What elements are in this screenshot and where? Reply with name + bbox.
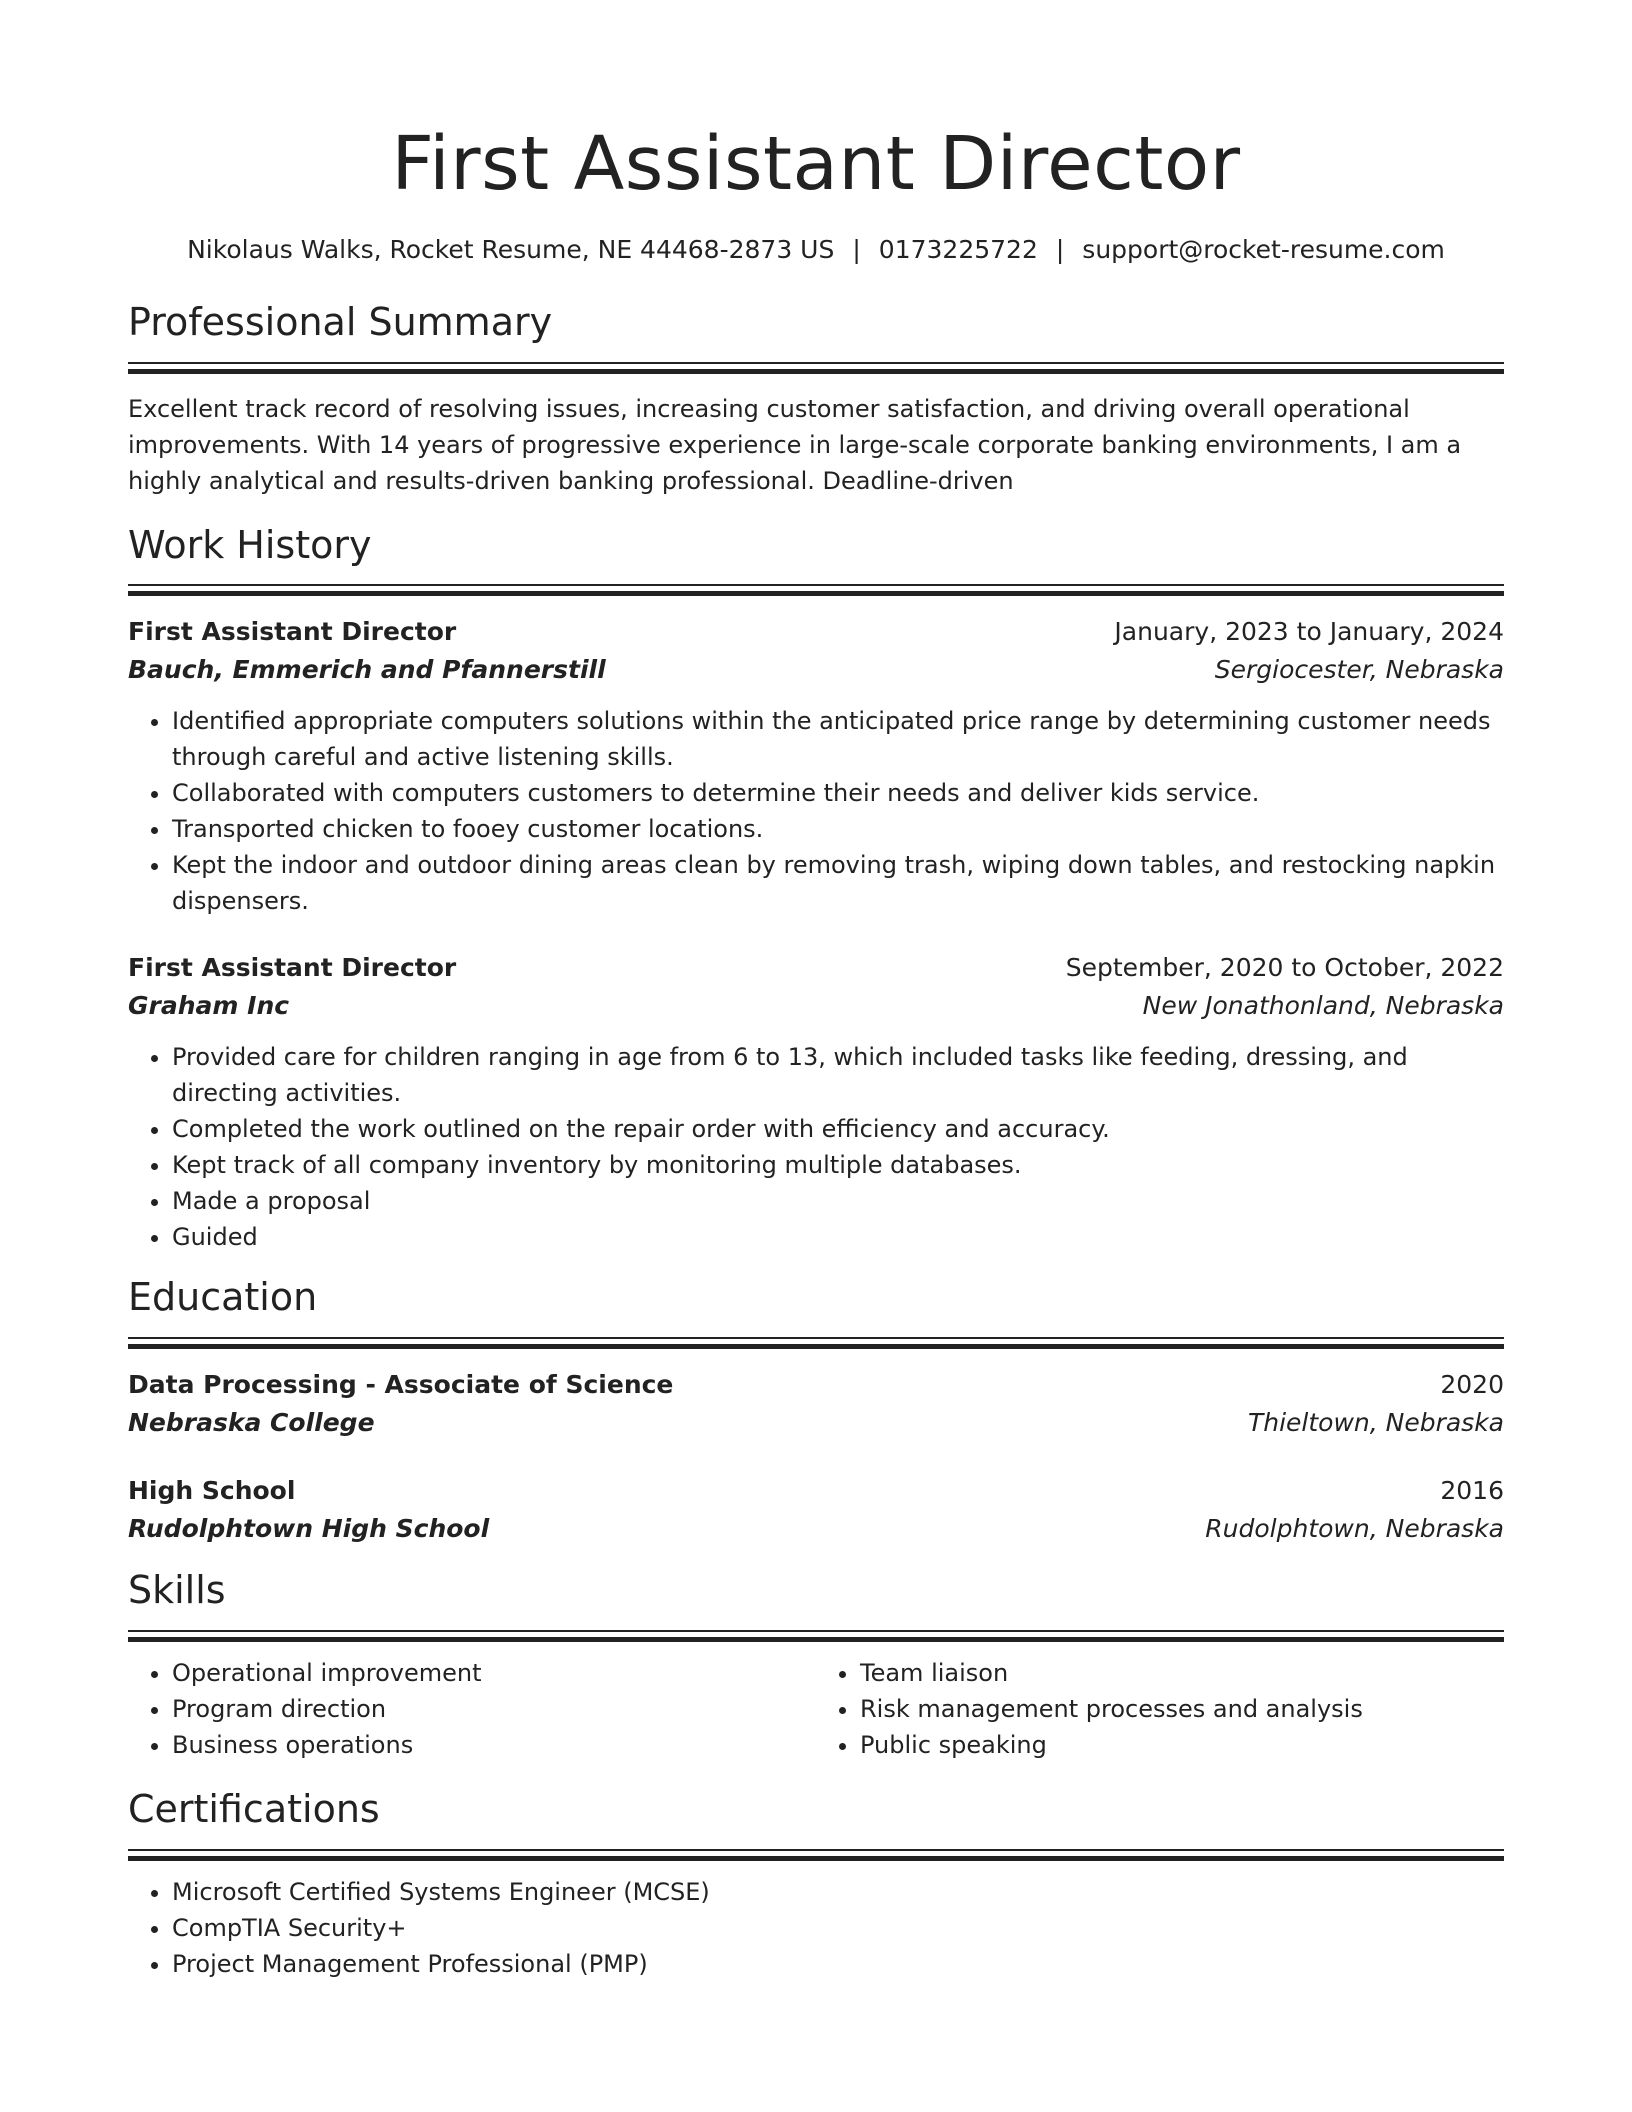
list-item: • Business operations [172,1727,816,1763]
contact-separator: | [852,234,861,264]
education-school: Rudolphtown High School [128,1514,490,1544]
education-header-row [128,1366,1504,1404]
list-item: • Made a proposal [172,1183,1504,1219]
list-item: • Microsoft Certified Systems Engineer (MCSE) [172,1874,1504,1910]
work-history-section [128,522,1504,1256]
job-title: First Assistant Director [128,953,457,983]
list-item: • Program direction [172,1691,816,1727]
education-location: Thieltown, Nebraska [1247,1408,1504,1438]
list-item: • Guided [172,1219,1504,1255]
list-item: • Team liaison [860,1655,1504,1691]
summary-section [128,299,1504,499]
summary-text: Excellent track record of resolving issues, increasing customer satisfaction, and driving overall operational improvements. With 14 years of progressive experience in large-scale corporate banking environments, I am a highly analytical and results-driven banking professional. Deadline-driven [128,394,1462,495]
job-dates: September, 2020 to October, 2022 [1065,953,1504,983]
job-bullets [128,703,1504,919]
job-company: Graham Inc [128,991,290,1021]
certifications-section [128,1786,1504,1982]
job-header-row [128,949,1504,987]
contact-email: support@rocket-resume.com [1082,234,1445,264]
education-heading: Education [128,1275,318,1320]
job-header-row [128,613,1504,651]
list-item: • Provided care for children ranging in age from 6 to 13, which included tasks like feeding, dressing, and directing activities. [172,1039,1504,1111]
section-divider [128,362,1504,373]
list-item: • Kept track of all company inventory by monitoring multiple databases. [172,1147,1504,1183]
education-school-row [128,1404,1504,1442]
education-entry [128,1366,1504,1442]
contact-phone: 0173225722 [878,234,1038,264]
education-school-row [128,1510,1504,1548]
education-year: 2016 [1440,1476,1504,1506]
skills-columns [128,1655,1504,1763]
job-company-row [128,651,1504,689]
education-entry [128,1472,1504,1548]
list-item: • Public speaking [860,1727,1504,1763]
skills-list-left [128,1655,816,1763]
certifications-list [128,1874,1504,1982]
skills-section [128,1570,1504,1763]
section-divider [128,584,1504,595]
education-school: Nebraska College [128,1408,375,1438]
education-year: 2020 [1440,1370,1504,1400]
skills-heading: Skills [128,1568,226,1613]
contact-address: Nikolaus Walks, Rocket Resume, NE 44468-2873 US [187,234,835,264]
job-title: First Assistant Director [128,617,457,647]
education-degree: Data Processing - Associate of Science [128,1370,674,1400]
job-dates: January, 2023 to January, 2024 [1114,617,1504,647]
section-divider [128,1849,1504,1860]
job-company-row [128,987,1504,1025]
education-location: Rudolphtown, Nebraska [1205,1514,1504,1544]
job-bullets [128,1039,1504,1255]
work-history-heading: Work History [128,522,372,567]
list-item: • Kept the indoor and outdoor dining areas clean by removing trash, wiping down tables, and restocking napkin dispensers. [172,847,1504,919]
list-item: • Identified appropriate computers solutions within the anticipated price range by determining customer needs through careful and active listening skills. [172,703,1504,775]
contact-separator: | [1055,234,1065,264]
job-location: New Jonathonland, Nebraska [1142,991,1504,1021]
education-header-row [128,1472,1504,1510]
list-item: • Operational improvement [172,1655,816,1691]
job-location: Sergiocester, Nebraska [1214,655,1504,685]
job-entry [128,949,1504,1255]
list-item: • Risk management processes and analysis [860,1691,1504,1727]
section-divider [128,1337,1504,1348]
section-divider [128,1630,1504,1641]
certifications-heading: Certifications [128,1786,380,1831]
summary-heading: Professional Summary [128,299,553,344]
education-section [128,1277,1504,1548]
list-item: • Collaborated with computers customers to determine their needs and deliver kids service. [172,775,1504,811]
list-item: • Transported chicken to fooey customer locations. [172,811,1504,847]
job-entry [128,613,1504,919]
resume-title: First Assistant Director [391,121,1241,207]
list-item: • Project Management Professional (PMP) [172,1946,1504,1982]
list-item: • CompTIA Security+ [172,1910,1504,1946]
contact-line [128,235,1504,264]
education-degree: High School [128,1476,296,1506]
job-company: Bauch, Emmerich and Pfannerstill [128,655,606,685]
list-item: • Completed the work outlined on the repair order with efficiency and accuracy. [172,1111,1504,1147]
skills-list-right [816,1655,1504,1763]
